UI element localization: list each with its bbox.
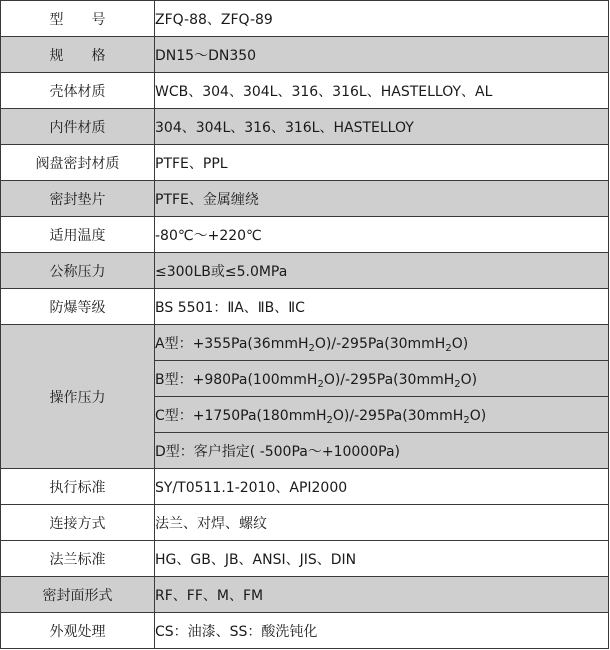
table-row bbox=[1, 145, 609, 181]
table-row bbox=[1, 325, 609, 361]
row-value-connection: 法兰、对焊、螺纹 bbox=[155, 505, 609, 541]
row-label-gasket: 密封垫片 bbox=[1, 181, 155, 217]
pressure-line-d: D型：客户指定( -500Pa～+10000Pa) bbox=[155, 433, 609, 469]
row-label-connection: 连接方式 bbox=[1, 505, 155, 541]
table-row bbox=[1, 253, 609, 289]
row-label-body-material: 壳体材质 bbox=[1, 73, 155, 109]
row-label-operating-pressure: 操作压力 bbox=[1, 325, 155, 469]
table-row bbox=[1, 541, 609, 577]
row-value-standard: SY/T0511.1-2010、API2000 bbox=[155, 469, 609, 505]
pressure-line-a: A型：+355Pa(36mmH$_2$O)/-295Pa(30mmH$_2$O) bbox=[155, 325, 609, 361]
table-row bbox=[1, 289, 609, 325]
row-label-disc-seal-material: 阀盘密封材质 bbox=[1, 145, 155, 181]
row-value-model: ZFQ-88、ZFQ-89 bbox=[155, 1, 609, 37]
row-value-temperature: -80℃～+220℃ bbox=[155, 217, 609, 253]
table-row bbox=[1, 469, 609, 505]
row-value-finish: CS：油漆、SS：酸洗钝化 bbox=[155, 613, 609, 649]
table-row bbox=[1, 505, 609, 541]
table-row bbox=[1, 217, 609, 253]
row-label-flange-standard: 法兰标准 bbox=[1, 541, 155, 577]
row-value-flange-standard: HG、GB、JB、ANSI、JIS、DIN bbox=[155, 541, 609, 577]
row-label-finish: 外观处理 bbox=[1, 613, 155, 649]
row-label-nominal-pressure: 公称压力 bbox=[1, 253, 155, 289]
row-value-trim-material: 304、304L、316、316L、HASTELLOY bbox=[155, 109, 609, 145]
row-label-standard: 执行标准 bbox=[1, 469, 155, 505]
pressure-line-c: C型：+1750Pa(180mmH$_2$O)/-295Pa(30mmH$_2$O) bbox=[155, 397, 609, 433]
row-label-explosion-rating: 防爆等级 bbox=[1, 289, 155, 325]
table-row bbox=[1, 613, 609, 649]
row-value-gasket: PTFE、金属缠绕 bbox=[155, 181, 609, 217]
row-value-nominal-pressure: ≤300LB或≤5.0MPa bbox=[155, 253, 609, 289]
table-row bbox=[1, 37, 609, 73]
row-label-model: 型 号 bbox=[1, 1, 155, 37]
row-value-disc-seal-material: PTFE、PPL bbox=[155, 145, 609, 181]
table-row bbox=[1, 109, 609, 145]
row-value-seal-face: RF、FF、M、FM bbox=[155, 577, 609, 613]
row-label-trim-material: 内件材质 bbox=[1, 109, 155, 145]
table-row bbox=[1, 1, 609, 37]
row-value-body-material: WCB、304、304L、316、316L、HASTELLOY、AL bbox=[155, 73, 609, 109]
row-value-size: DN15～DN350 bbox=[155, 37, 609, 73]
table-row bbox=[1, 181, 609, 217]
row-label-seal-face: 密封面形式 bbox=[1, 577, 155, 613]
table-row bbox=[1, 577, 609, 613]
row-label-temperature: 适用温度 bbox=[1, 217, 155, 253]
row-label-size: 规 格 bbox=[1, 37, 155, 73]
pressure-line-b: B型：+980Pa(100mmH$_2$O)/-295Pa(30mmH$_2$O) bbox=[155, 361, 609, 397]
table-row bbox=[1, 73, 609, 109]
row-value-explosion-rating: BS 5501：ⅡA、ⅡB、ⅡC bbox=[155, 289, 609, 325]
